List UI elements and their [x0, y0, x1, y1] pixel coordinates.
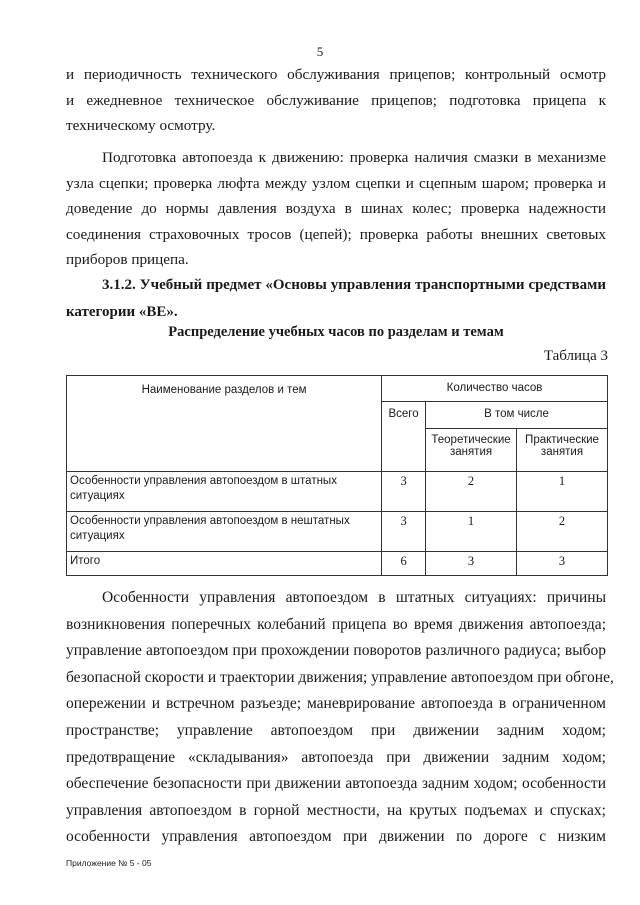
heading-line: 3.1.2. Учебный предмет «Основы управления транспортными средствами	[102, 277, 606, 293]
row-name: Итого	[67, 552, 382, 576]
text-line: пространстве; управление автопоездом при движении задним ходом;	[66, 721, 606, 739]
row-total: 3	[382, 472, 426, 512]
paragraph-standard-situations	[66, 585, 614, 851]
paragraph-preparation	[66, 145, 606, 273]
text-line: приборов прицепа.	[66, 251, 189, 268]
text-line: Особенности управления автопоездом в штатных ситуациях: причины	[102, 589, 606, 606]
header-hours: Количество часов	[382, 376, 608, 402]
text-line: возникновения поперечных колебаний прицепа во время движения автопоезда;	[66, 615, 606, 633]
text-line: узла сцепки; проверка люфта между узлом сцепки и сцепным шаром; проверка и	[66, 174, 606, 192]
row-name: Особенности управления автопоездом в нештатных ситуациях	[67, 512, 382, 552]
text-line: особенности управления автопоездом при движении по дороге с низким	[66, 828, 606, 846]
row-theory: 3	[426, 552, 517, 576]
text-line: обеспечение безопасности при движении автопоезда задним ходом; особенности	[66, 775, 606, 793]
text-line: техническому осмотру.	[66, 117, 216, 134]
paragraph-maintenance	[66, 62, 606, 139]
text-line: доведение до нормы давления воздуха в шинах колес; проверка надежности	[66, 200, 606, 217]
text-line: опережении и встречном разъезде; маневрирование автопоезда в ограниченном	[66, 695, 606, 713]
row-practice: 3	[517, 552, 608, 576]
hours-table	[66, 375, 608, 576]
page-footer: Приложение № 5 - 05	[66, 858, 152, 868]
table-label: Таблица 3	[543, 348, 608, 364]
header-name: Наименование разделов и тем	[67, 376, 382, 472]
row-total: 3	[382, 512, 426, 552]
row-name: Особенности управления автопоездом в штатных ситуациях	[67, 472, 382, 512]
row-practice: 2	[517, 512, 608, 552]
row-practice: 1	[517, 472, 608, 512]
text-line: Подготовка автопоезда к движению: проверка наличия смазки в механизме	[102, 149, 606, 166]
row-total: 6	[382, 552, 426, 576]
heading-line: категории «BE».	[66, 304, 178, 320]
row-theory: 1	[426, 512, 517, 552]
table-row-total	[67, 552, 608, 576]
text-line: соединения страховочных тросов (цепей); проверка работы внешних световых	[66, 225, 606, 243]
text-line: предотвращение «складывания» автопоезда при движении задним ходом;	[66, 748, 606, 766]
header-including: В том числе	[426, 402, 608, 429]
header-theory: Теоретические занятия	[426, 429, 517, 472]
table-title: Распределение учебных часов по разделам и темам	[168, 324, 504, 340]
table-row	[67, 512, 608, 552]
text-line: управления автопоездом в горной местности, на крутых подъемах и спусках;	[66, 801, 606, 819]
row-theory: 2	[426, 472, 517, 512]
table-row	[67, 472, 608, 512]
section-heading	[66, 272, 606, 326]
page-number: 5	[316, 44, 324, 59]
text-line: управление автопоездом при прохождении поворотов различного радиуса; выбор	[66, 642, 606, 660]
text-line: безопасной скорости и траектории движения; управление автопоездом при обгоне,	[66, 668, 614, 686]
text-line: и ежедневное техническое обслуживание прицепов; подготовка прицепа к	[66, 91, 606, 109]
text-line: и периодичность технического обслуживания прицепов; контрольный осмотр	[66, 66, 606, 83]
header-total: Всего	[382, 402, 426, 472]
header-practice: Практические занятия	[517, 429, 608, 472]
